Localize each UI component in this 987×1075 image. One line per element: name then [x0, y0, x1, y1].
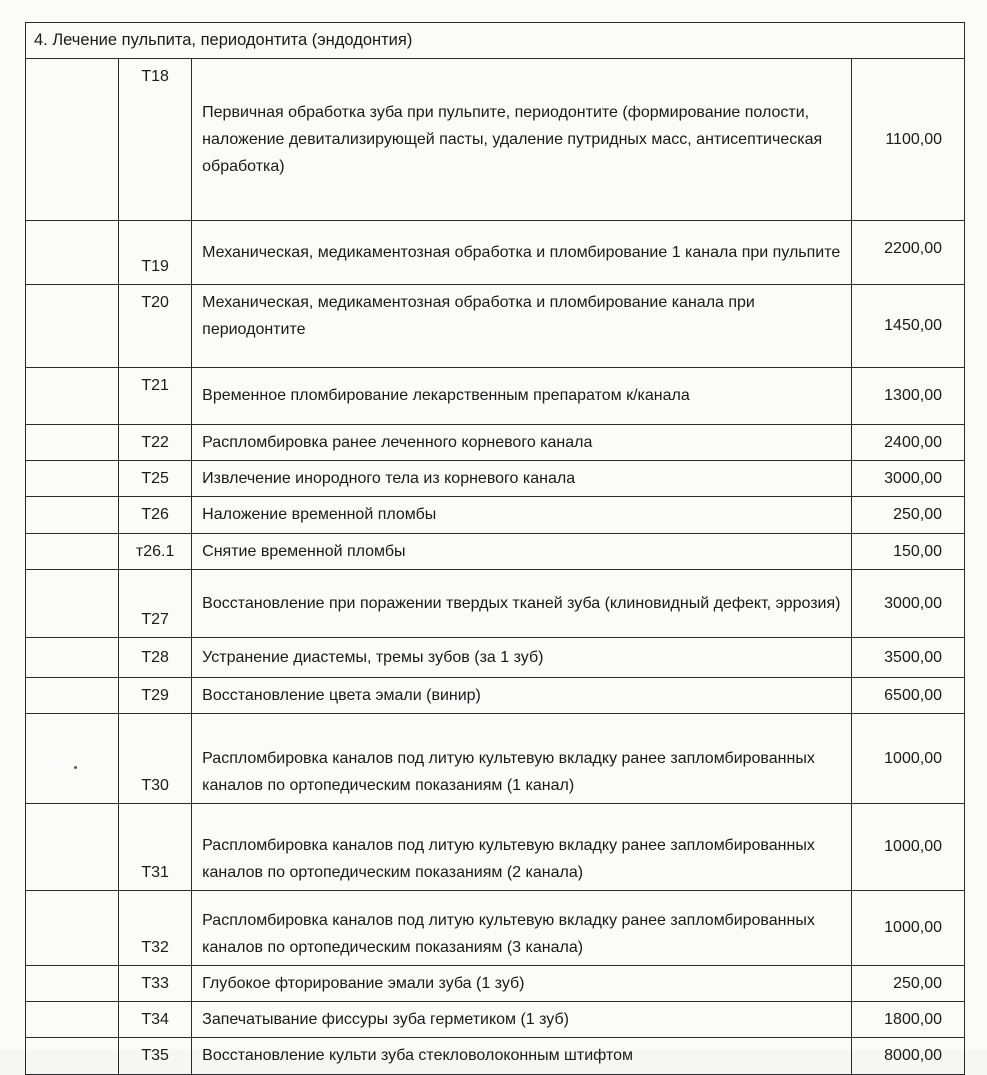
- service-description: Глубокое фторирование эмали зуба (1 зуб): [192, 965, 852, 1001]
- table-row: [26, 637, 965, 677]
- blank-cell: [26, 637, 119, 677]
- service-description: Наложение временной пломбы: [192, 497, 852, 533]
- blank-cell: [26, 965, 119, 1001]
- service-code: Т20: [119, 285, 192, 368]
- table-row: [26, 221, 965, 285]
- service-description: Механическая, медикаментозная обработка и пломбирование канала при периодонтите: [192, 285, 852, 368]
- service-description: Механическая, медикаментозная обработка и пломбирование 1 канала при пульпите: [192, 221, 852, 285]
- service-description: Восстановление цвета эмали (винир): [192, 677, 852, 713]
- service-description: Извлечение инородного тела из корневого канала: [192, 461, 852, 497]
- service-code: Т21: [119, 368, 192, 425]
- blank-cell: [26, 803, 119, 890]
- service-code: Т28: [119, 637, 192, 677]
- service-description: Восстановление при поражении твердых тканей зуба (клиновидный дефект, эррозия): [192, 569, 852, 637]
- service-code: Т30: [119, 713, 192, 803]
- service-price: 2200,00: [851, 221, 964, 285]
- service-price: 250,00: [851, 497, 964, 533]
- service-description: Восстановление культи зуба стекловолоконным штифтом: [192, 1038, 852, 1074]
- service-code: Т33: [119, 965, 192, 1001]
- table-row: [26, 1038, 965, 1074]
- table-row: [26, 713, 965, 803]
- service-price: 150,00: [851, 533, 964, 569]
- service-price: 8000,00: [851, 1038, 964, 1074]
- blank-cell: [26, 1038, 119, 1074]
- blank-cell: [26, 1002, 119, 1038]
- blank-cell: [26, 677, 119, 713]
- service-code: Т26: [119, 497, 192, 533]
- service-description: Распломбировка каналов под литую культевую вкладку ранее запломбированных каналов по ортопедическим показаниям (2 канала): [192, 803, 852, 890]
- table-row: [26, 803, 965, 890]
- service-code: Т31: [119, 803, 192, 890]
- service-code: Т18: [119, 59, 192, 221]
- blank-cell: [26, 368, 119, 425]
- service-price: 250,00: [851, 965, 964, 1001]
- blank-cell: [26, 59, 119, 221]
- blank-cell: [26, 890, 119, 965]
- service-code: Т27: [119, 569, 192, 637]
- blank-cell: [26, 497, 119, 533]
- service-description: Распломбировка ранее леченного корневого канала: [192, 425, 852, 461]
- service-price: 6500,00: [851, 677, 964, 713]
- table-row: [26, 461, 965, 497]
- service-description: Распломбировка каналов под литую культевую вкладку ранее запломбированных каналов по ортопедическим показаниям (1 канал): [192, 713, 852, 803]
- table-row: [26, 569, 965, 637]
- service-code: т26.1: [119, 533, 192, 569]
- table-row: [26, 965, 965, 1001]
- table-row: [26, 533, 965, 569]
- service-description: Временное пломбирование лекарственным препаратом к/канала: [192, 368, 852, 425]
- table-row: [26, 497, 965, 533]
- table-row: [26, 368, 965, 425]
- service-price: 1100,00: [851, 59, 964, 221]
- service-description: Снятие временной пломбы: [192, 533, 852, 569]
- blank-cell: [26, 221, 119, 285]
- service-price: 3000,00: [851, 569, 964, 637]
- service-price: 1000,00: [851, 803, 964, 890]
- service-price: 1300,00: [851, 368, 964, 425]
- blank-cell: [26, 425, 119, 461]
- service-description: Первичная обработка зуба при пульпите, периодонтите (формирование полости, наложение девитализирующей пасты, удаление путридных масс, антисептическая обработка): [192, 59, 852, 221]
- service-description: Запечатывание фиссуры зуба герметиком (1 зуб): [192, 1002, 852, 1038]
- service-description: Распломбировка каналов под литую культевую вкладку ранее запломбированных каналов по ортопедическим показаниям (3 канала): [192, 890, 852, 965]
- scan-speck: [74, 766, 77, 769]
- service-price: 3500,00: [851, 637, 964, 677]
- service-code: Т32: [119, 890, 192, 965]
- service-code: Т25: [119, 461, 192, 497]
- service-code: Т35: [119, 1038, 192, 1074]
- service-price: 1000,00: [851, 713, 964, 803]
- service-price: 2400,00: [851, 425, 964, 461]
- service-code: Т22: [119, 425, 192, 461]
- blank-cell: [26, 713, 119, 803]
- table-row: [26, 59, 965, 221]
- table-row: [26, 890, 965, 965]
- service-code: Т34: [119, 1002, 192, 1038]
- section-header-row: [26, 23, 965, 59]
- table-row: [26, 677, 965, 713]
- service-code: Т29: [119, 677, 192, 713]
- table-row: [26, 1002, 965, 1038]
- service-price: 1800,00: [851, 1002, 964, 1038]
- service-price: 3000,00: [851, 461, 964, 497]
- blank-cell: [26, 533, 119, 569]
- section-title: 4. Лечение пульпита, периодонтита (эндодонтия): [26, 23, 965, 59]
- service-description: Устранение диастемы, тремы зубов (за 1 зуб): [192, 637, 852, 677]
- table-row: [26, 425, 965, 461]
- service-code: Т19: [119, 221, 192, 285]
- blank-cell: [26, 461, 119, 497]
- blank-cell: [26, 285, 119, 368]
- table-row: [26, 285, 965, 368]
- blank-cell: [26, 569, 119, 637]
- service-price: 1450,00: [851, 285, 964, 368]
- price-list-table: [25, 22, 965, 1075]
- service-price: 1000,00: [851, 890, 964, 965]
